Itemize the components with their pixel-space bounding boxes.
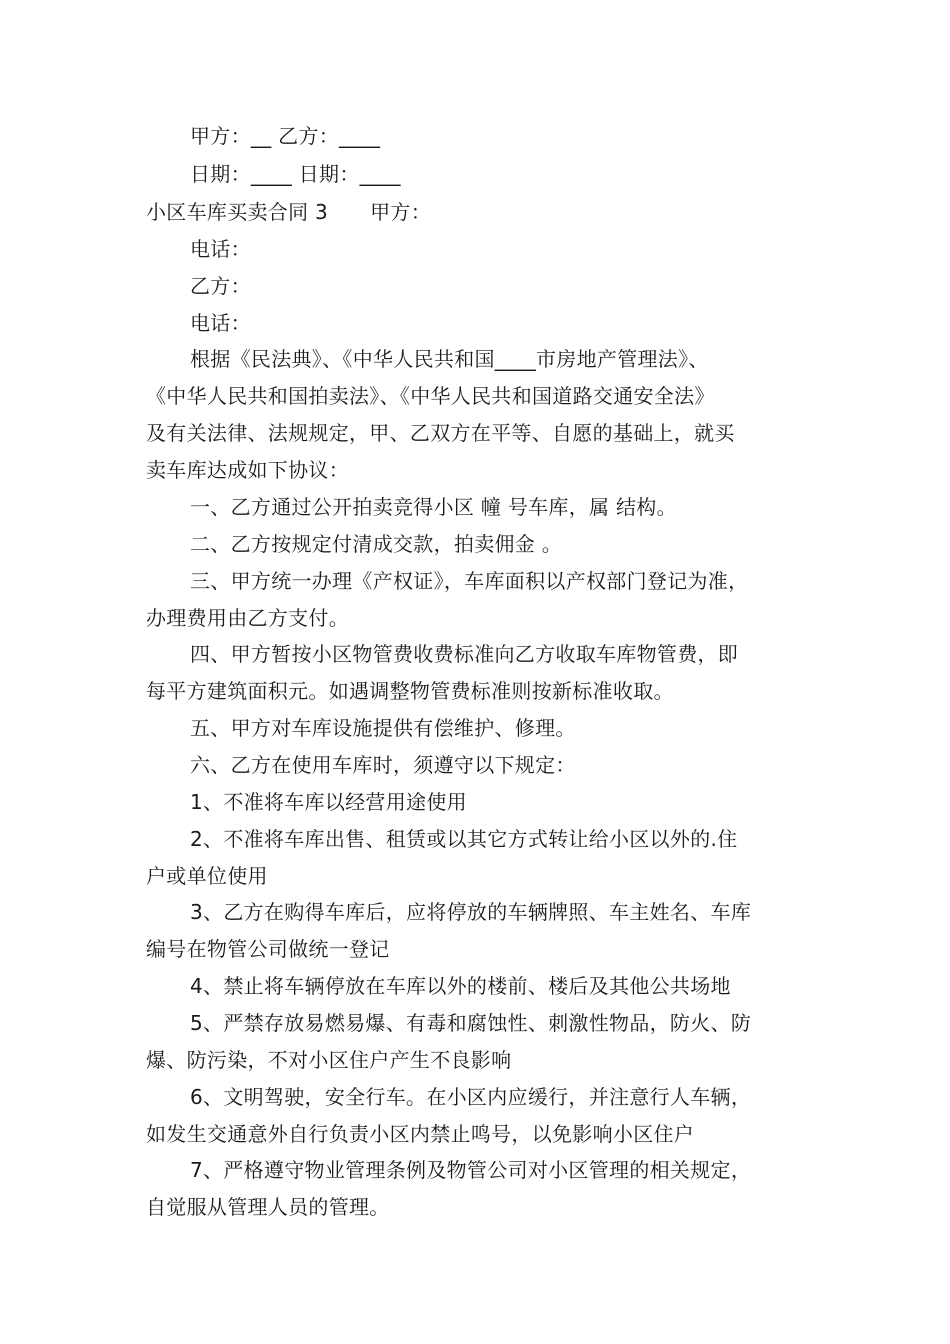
rule-3-line: 编号在物管公司做统一登记 — [146, 937, 390, 961]
phone-b-label: 电话： — [190, 311, 251, 335]
contract-title-row — [146, 200, 816, 224]
clause-3-line: 办理费用由乙方支付。 — [146, 606, 349, 630]
contract-title: 小区车库买卖合同 3 — [146, 200, 329, 224]
rule-5-line: 5、严禁存放易燃易爆、有毒和腐蚀性、刺激性物品，防火、防 — [190, 1011, 752, 1035]
rule-4: 4、禁止将车辆停放在车库以外的楼前、楼后及其他公共场地 — [190, 974, 731, 998]
preamble-line: 根据《民法典》、《中华人民共和国____市房地产管理法》、 — [190, 347, 709, 371]
clause-6: 六、乙方在使用车库时，须遵守以下规定： — [190, 753, 576, 777]
rule-7-line: 7、严格遵守物业管理条例及物管公司对小区管理的相关规定， — [190, 1158, 752, 1182]
party-b-label: 乙方： — [190, 274, 251, 298]
party-a-label: 甲方： — [370, 200, 431, 224]
rule-2-line: 2、不准将车库出售、租赁或以其它方式转让给小区以外的.住 — [190, 827, 738, 851]
rule-6-line: 6、文明驾驶，安全行车。在小区内应缓行，并注意行人车辆， — [190, 1085, 752, 1109]
clause-4-line: 四、甲方暂按小区物管费收费标准向乙方收取车库物管费，即 — [190, 642, 739, 666]
preamble-line: 《中华人民共和国拍卖法》、《中华人民共和国道路交通安全法》 — [146, 384, 715, 408]
clause-4-line: 每平方建筑面积元。如遇调整物管费标准则按新标准收取。 — [146, 679, 674, 703]
rule-3-line: 3、乙方在购得车库后，应将停放的车辆牌照、车主姓名、车库 — [190, 900, 752, 924]
rule-7-line: 自觉服从管理人员的管理。 — [146, 1195, 390, 1219]
rule-2-line: 户或单位使用 — [146, 864, 268, 888]
signature-dates: 日期：____ 日期：____ — [190, 162, 401, 186]
phone-a-label: 电话： — [190, 237, 251, 261]
preamble-line: 卖车库达成如下协议： — [146, 458, 349, 482]
rule-6-line: 如发生交通意外自行负责小区内禁止鸣号，以免影响小区住户 — [146, 1122, 695, 1146]
clause-2: 二、乙方按规定付清成交款，拍卖佣金 。 — [190, 532, 563, 556]
clause-3-line: 三、甲方统一办理《产权证》，车库面积以产权部门登记为准， — [190, 569, 749, 593]
rule-5-line: 爆、防污染，不对小区住户产生不良影响 — [146, 1048, 512, 1072]
clause-1: 一、乙方通过公开拍卖竞得小区 幢 号车库，属 结构。 — [190, 495, 677, 519]
rule-1: 1、不准将车库以经营用途使用 — [190, 790, 467, 814]
signature-parties: 甲方：__ 乙方：____ — [190, 124, 381, 148]
preamble-line: 及有关法律、法规规定，甲、乙双方在平等、自愿的基础上，就买 — [146, 421, 735, 445]
clause-5: 五、甲方对车库设施提供有偿维护、修理。 — [190, 716, 576, 740]
